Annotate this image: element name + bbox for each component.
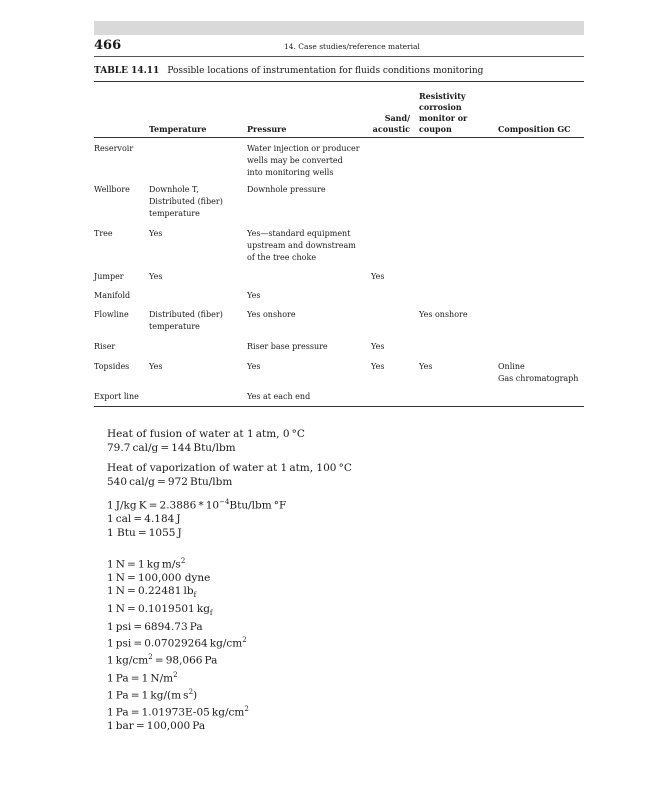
row-location: Reservoir bbox=[94, 144, 134, 153]
formula-pa-nm: 1 Pa = 1 $N/m^2$ bbox=[107, 670, 178, 684]
table-caption bbox=[94, 66, 483, 76]
cell-resistivity: Yes bbox=[419, 362, 433, 371]
table-header-rule bbox=[94, 137, 584, 138]
cell-line: upstream and downstream bbox=[247, 241, 356, 250]
cell-line: Downhole T, bbox=[149, 185, 199, 194]
col-header-sand bbox=[366, 113, 410, 135]
cell-temperature bbox=[149, 309, 223, 333]
formula-fusion-value: 79.7 cal/g = 144 Btu/lbm bbox=[107, 441, 236, 454]
cell-line: Yes—standard equipment bbox=[247, 229, 351, 238]
cell-sand: Yes bbox=[371, 362, 385, 371]
cell-temperature: Yes bbox=[149, 272, 163, 281]
cell-temperature: Yes bbox=[149, 362, 163, 371]
cell-line: of the tree choke bbox=[247, 253, 317, 262]
cell-line: Gas chromatograph bbox=[498, 374, 579, 383]
col-header-temperature: Temperature bbox=[149, 124, 207, 134]
row-location: Topsides bbox=[94, 362, 130, 371]
table-caption-text: Possible locations of instrumentation for fluids conditions monitoring bbox=[167, 66, 484, 76]
col-header-resistivity-line: monitor or bbox=[419, 113, 468, 123]
col-header-resistivity-line: coupon bbox=[419, 124, 452, 134]
col-header-sand-line: Sand/ bbox=[384, 113, 410, 123]
cell-line: Distributed (fiber) bbox=[149, 310, 223, 319]
formula-bar: 1 bar = 100,000 Pa bbox=[107, 719, 206, 732]
col-header-sand-line: acoustic bbox=[372, 124, 410, 134]
cell-temperature: Yes bbox=[149, 229, 163, 238]
cell-composition bbox=[498, 361, 578, 385]
cell-pressure bbox=[247, 228, 356, 264]
formula-psi-pa: 1 psi = 6894.73 Pa bbox=[107, 620, 203, 633]
row-location: Flowline bbox=[94, 310, 129, 319]
table-number: TABLE 14.11 bbox=[94, 66, 160, 76]
formula-pa-kgms: 1 Pa = 1 kg/(m $s^2$) bbox=[107, 687, 198, 702]
row-location: Export line bbox=[94, 392, 139, 401]
cell-pressure: Yes at each end bbox=[247, 392, 311, 401]
cell-pressure: Riser base pressure bbox=[247, 342, 328, 351]
cell-pressure: Yes onshore bbox=[247, 310, 296, 319]
formula-jkgk: 1 J/kg $K = 2.3886 * 10^{-4}Btu$/lbm °F bbox=[107, 498, 287, 512]
col-header-pressure: Pressure bbox=[247, 124, 287, 134]
cell-line: temperature bbox=[149, 209, 200, 218]
cell-line: temperature bbox=[149, 322, 200, 331]
formula-newton-si: 1 N = 1 kg $m/s^2$ bbox=[107, 556, 186, 571]
formula-pa-kgcm: 1 Pa = 1.01973E-05 $kg/cm^2$ bbox=[107, 704, 249, 719]
page-number: 466 bbox=[94, 38, 122, 53]
col-header-composition: Composition GC bbox=[498, 124, 571, 134]
top-bar bbox=[94, 21, 584, 35]
col-header-resistivity bbox=[419, 91, 467, 135]
header-rule bbox=[94, 56, 584, 57]
cell-sand: Yes bbox=[371, 342, 385, 351]
formula-fusion-title: Heat of fusion of water at 1 atm, 0 °C bbox=[107, 428, 305, 440]
row-location: Wellbore bbox=[94, 185, 130, 194]
cell-pressure: Yes bbox=[247, 362, 261, 371]
cell-resistivity: Yes onshore bbox=[419, 310, 468, 319]
cell-line: into monitoring wells bbox=[247, 168, 334, 177]
formula-cal: 1 cal = 4.184 J bbox=[107, 513, 181, 526]
table-bottom-rule bbox=[94, 406, 584, 407]
row-location: Tree bbox=[94, 229, 113, 238]
cell-line: Water injection or producer bbox=[247, 144, 360, 153]
formula-vapor-title: Heat of vaporization of water at 1 atm, 100 °C bbox=[107, 462, 352, 475]
row-location: Manifold bbox=[94, 291, 131, 300]
table-top-rule bbox=[94, 81, 584, 82]
formula-kgcm-pa: 1 $kg/cm^2 = 98,066$ Pa bbox=[107, 653, 218, 667]
formula-btu: 1 Btu = 1055 J bbox=[107, 527, 182, 540]
col-header-resistivity-line: Resistivity bbox=[419, 91, 466, 101]
formula-newton-dyne: 1 N = 100,000 dyne bbox=[107, 571, 211, 584]
cell-line: Distributed (fiber) bbox=[149, 197, 223, 206]
cell-pressure: Downhole pressure bbox=[247, 185, 326, 194]
conversion-list bbox=[107, 428, 352, 733]
formula-psi-kgcm: 1 psi = 0.07029264 $kg/cm^2$ bbox=[107, 636, 247, 650]
cell-line: wells may be converted bbox=[247, 156, 343, 165]
running-head: 14. Case studies/reference material bbox=[284, 42, 420, 51]
formula-vapor-value: 540 cal/g = 972 Btu/lbm bbox=[107, 475, 233, 488]
row-location: Riser bbox=[94, 342, 116, 351]
cell-pressure bbox=[247, 143, 360, 179]
formula-newton-kgf: 1 N = 0.1019501 $kg_f$ bbox=[107, 603, 213, 618]
formula-newton-lbf: 1 N = 0.22481 $lb_f$ bbox=[107, 585, 197, 600]
cell-line: Online bbox=[498, 362, 525, 371]
row-location: Jumper bbox=[94, 272, 124, 281]
cell-pressure: Yes bbox=[247, 291, 261, 300]
col-header-resistivity-line: corrosion bbox=[419, 102, 462, 112]
cell-sand: Yes bbox=[371, 272, 385, 281]
cell-temperature bbox=[149, 184, 223, 220]
